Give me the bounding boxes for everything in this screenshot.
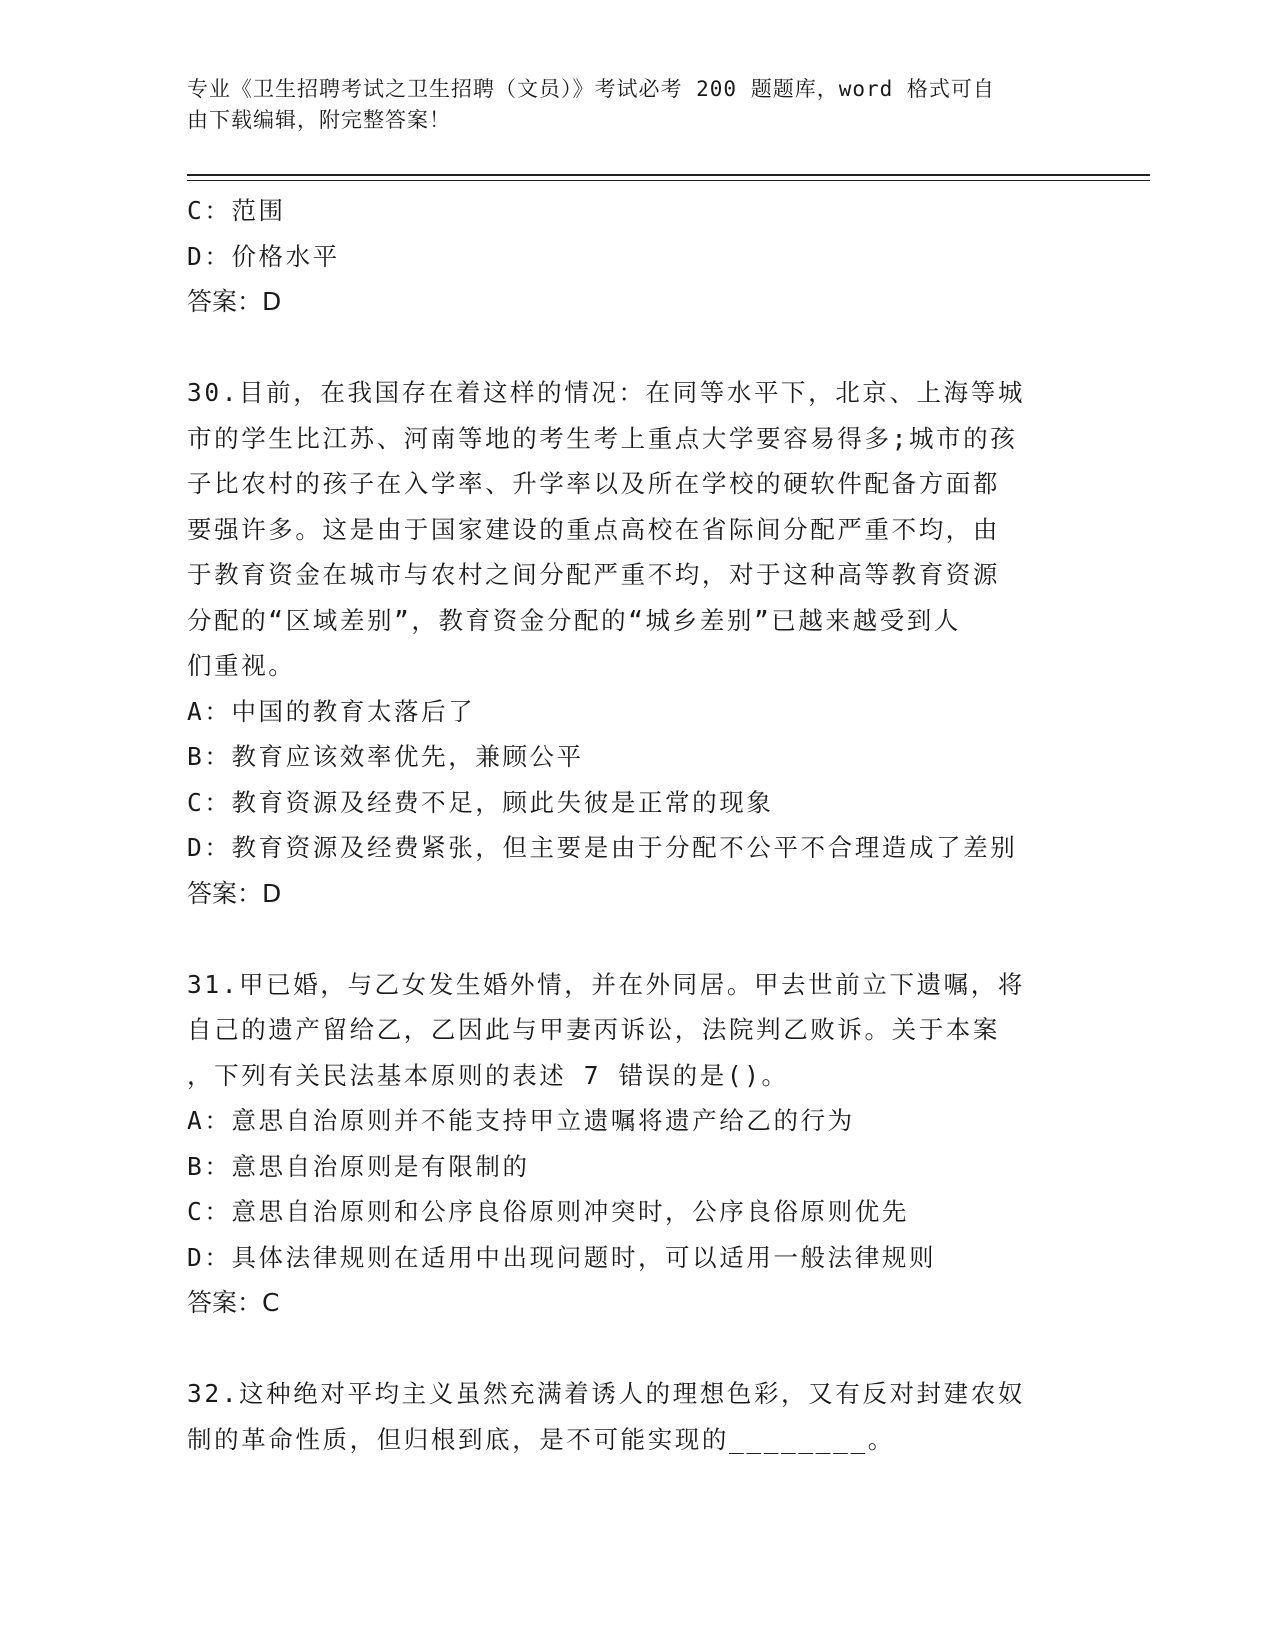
option-b: B：意思自治原则是有限制的 <box>187 1151 530 1181</box>
spacer <box>187 916 1087 962</box>
option-c: C：范围 <box>187 196 286 225</box>
document-body <box>187 188 1087 1462</box>
option-d: D：价格水平 <box>187 241 340 271</box>
option-c: C：意思自治原则和公序良俗原则冲突时，公序良俗原则优先 <box>187 1197 909 1226</box>
option-a: A：中国的教育太落后了 <box>187 696 476 726</box>
header-divider-thin <box>187 180 1150 181</box>
question-stem-line: 要强许多。这是由于国家建设的重点高校在省际间分配严重不均，由 <box>187 514 1000 544</box>
question-stem-line: 31.甲已婚，与乙女发生婚外情，并在外同居。甲去世前立下遗嘱，将 <box>187 969 1025 999</box>
header-line-2: 由下载编辑，附完整答案！ <box>187 108 451 132</box>
header-divider-thick <box>187 174 1150 176</box>
question-30 <box>187 370 1087 916</box>
question-stem-line: 于教育资金在城市与农村之间分配严重不均，对于这种高等教育资源 <box>187 560 1000 589</box>
answer-line: 答案：D <box>187 878 282 908</box>
header-line-1: 专业《卫生招聘考试之卫生招聘（文员）》考试必考 200 题题库，word 格式可自 <box>187 77 995 101</box>
question-stem-line: 32.这种绝对平均主义虽然充满着诱人的理想色彩，又有反对封建农奴 <box>187 1379 1025 1408</box>
answer-line: 答案：D <box>187 287 282 316</box>
question-stem-line: ，下列有关民法基本原则的表述 7 错误的是()。 <box>187 1060 789 1090</box>
page-header <box>187 74 1067 136</box>
question-stem-line: 分配的“区域差别”，教育资金分配的“城乡差别”已越来越受到人 <box>187 605 961 635</box>
question-stem-line: 制的革命性质，但归根到底，是不可能实现的________。 <box>187 1424 895 1454</box>
question-32 <box>187 1371 1087 1462</box>
option-d: D：具体法律规则在适用中出现问题时，可以适用一般法律规则 <box>187 1242 937 1272</box>
option-b: B：教育应该效率优先，兼顾公平 <box>187 742 584 771</box>
answer-line: 答案：C <box>187 1288 280 1317</box>
question-stem-line: 们重视。 <box>187 651 296 680</box>
question-stem-line: 自己的遗产留给乙，乙因此与甲妻丙诉讼，法院判乙败诉。关于本案 <box>187 1015 1000 1044</box>
question-stem-line: 子比农村的孩子在入学率、升学率以及所在学校的硬软件配备方面都 <box>187 469 1000 498</box>
spacer <box>187 1326 1087 1372</box>
option-a: A：意思自治原则并不能支持甲立遗嘱将遗产给乙的行为 <box>187 1106 855 1135</box>
option-d: D：教育资源及经费紧张，但主要是由于分配不公平不合理造成了差别 <box>187 833 1018 862</box>
question-31 <box>187 962 1087 1326</box>
question-stem-line: 市的学生比江苏、河南等地的考生考上重点大学要容易得多;城市的孩 <box>187 423 1018 453</box>
question-stem-line: 30.目前，在我国存在着这样的情况：在同等水平下，北京、上海等城 <box>187 378 1025 407</box>
spacer <box>187 325 1087 371</box>
option-c: C：教育资源及经费不足，顾此失彼是正常的现象 <box>187 787 774 817</box>
previous-question-tail <box>187 188 1087 325</box>
